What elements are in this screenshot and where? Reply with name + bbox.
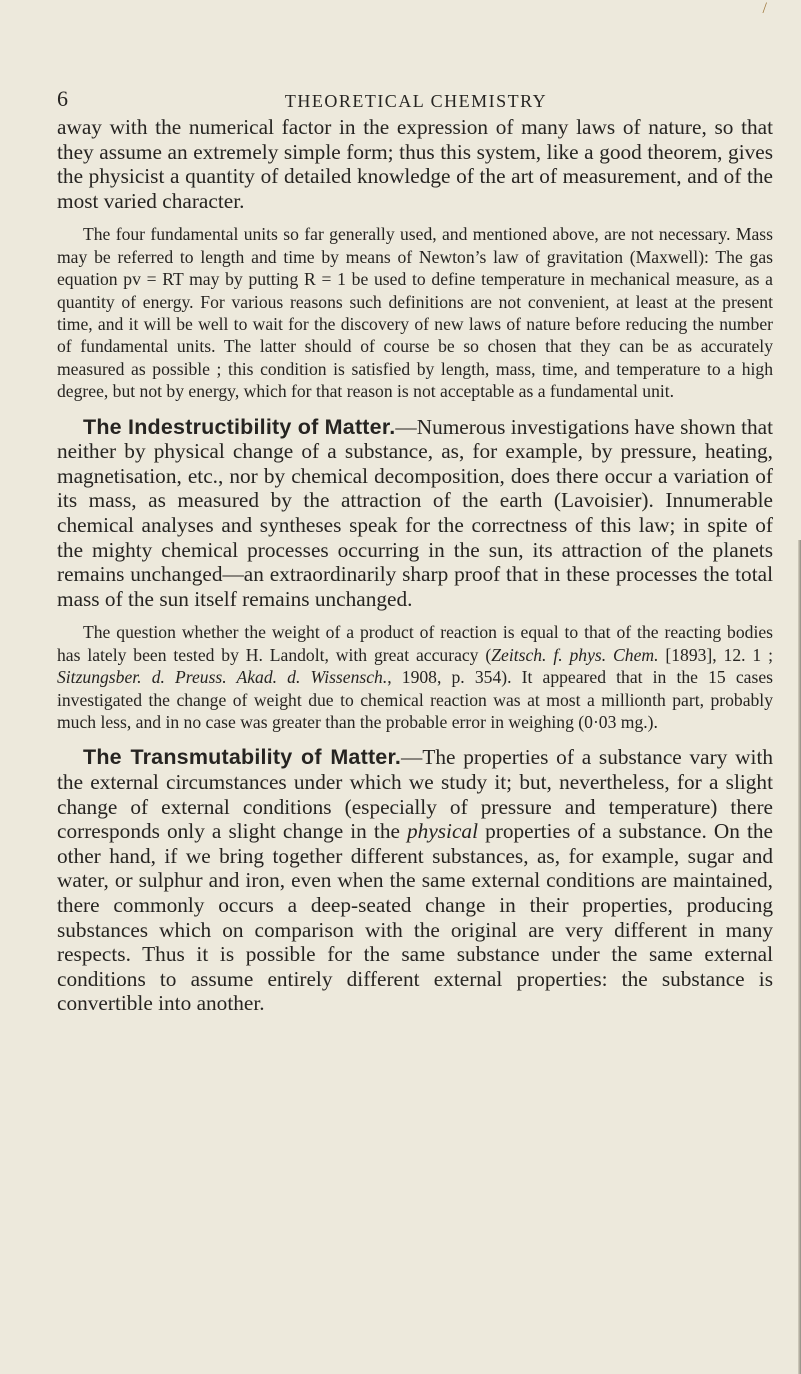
paragraph-3-text-c: , 1908, p. 354). It appeared that in the 15 cases investigated the change of weight due to chemical reaction was at most a millionth part, probably much less, and in no case was greater than the probable error in weighing (0·03 mg.). [57, 667, 773, 732]
paragraph-2: The four fundamental units so far generally used, and mentioned above, are not necessary. Mass may be referred to length and time by means of Newton’s law of gravitation (Maxwell): The gas equation pv = RT may by putting R = 1 be used to define temperature in mechanical measure, as a quantity of energy. For various reasons such definitions are not convenient, at least at the present time, and it will be well to wait for the discovery of new laws of nature before reducing the number of fundamental units. The latter should of course be so chosen that they can be as accurately measured as possible ; this condition is satisfied by length, mass, time, and temperature to a high degree, but not by energy, which for that reason is not acceptable as a fundamental unit. [57, 224, 773, 402]
paragraph-3-text-a: The question whether the weight of a product of reaction is equal to that of the reacting bodies has lately been tested by H. Landolt, with great accuracy ( [57, 622, 773, 665]
running-head: THEORETICAL CHEMISTRY [284, 91, 548, 111]
section-indestructibility [57, 415, 773, 612]
section-text-indestructibility: —Numerous investigations have shown that neither by physical change of a substance, as, for example, by pressure, heating, magnetisation, etc., nor by chemical decomposition, does there occur a variation of its mass, as measured by the attraction of the earth (Lavoisier). Innumerable chemical analyses and syntheses speak for the correctness of this law; in spite of the mighty chemical processes occurring in the sun, its attraction of the planets remains unchanged—an extraordinarily sharp proof that in these processes the total mass of the sun itself remains unchanged. [57, 414, 773, 611]
section-heading-indestructibility: The Indestructibility of Matter. [83, 414, 396, 439]
section-transmutability [57, 745, 773, 1016]
section-text-transmutability-b: properties of a substance. On the other hand, if we bring together different substances, as, for example, sugar and water, or sulphur and iron, even when the same external conditions are maintained, there commonly occurs a deep-seated change in their properties, producing substances which on comparison with the original are very different in many respects. Thus it is possible for the same substance under the same external conditions to assume entirely different external properties: the substance is convertible into another. [57, 819, 773, 1016]
page-body [57, 115, 773, 1016]
section-heading-transmutability: The Transmutability of Matter. [83, 745, 402, 770]
paragraph-1: away with the numerical factor in the expression of many laws of nature, so that they assume an extremely simple form; thus this system, like a good theorem, gives the physicist a quantity of detailed knowledge of the art of measurement, and of the most varied character. [57, 115, 773, 213]
page-header [57, 64, 775, 111]
emphasis-physical: physical [407, 819, 478, 844]
section-text-transmutability-a: —The properties of a substance vary with the external circumstances under which we study it; but, nevertheless, for a slight change of external conditions (especially of pressure and temperature) there corresponds only a slight change in the [57, 745, 774, 844]
corner-mark: / [762, 0, 767, 17]
citation-2: Sitzungsber. d. Preuss. Akad. d. Wissensch. [57, 667, 388, 688]
paragraph-3 [57, 621, 773, 733]
paragraph-3-text-b: [1893], 12. 1 ; [658, 644, 773, 665]
page-number: 6 [57, 86, 68, 111]
citation-1: Zeitsch. f. phys. Chem. [491, 644, 659, 665]
